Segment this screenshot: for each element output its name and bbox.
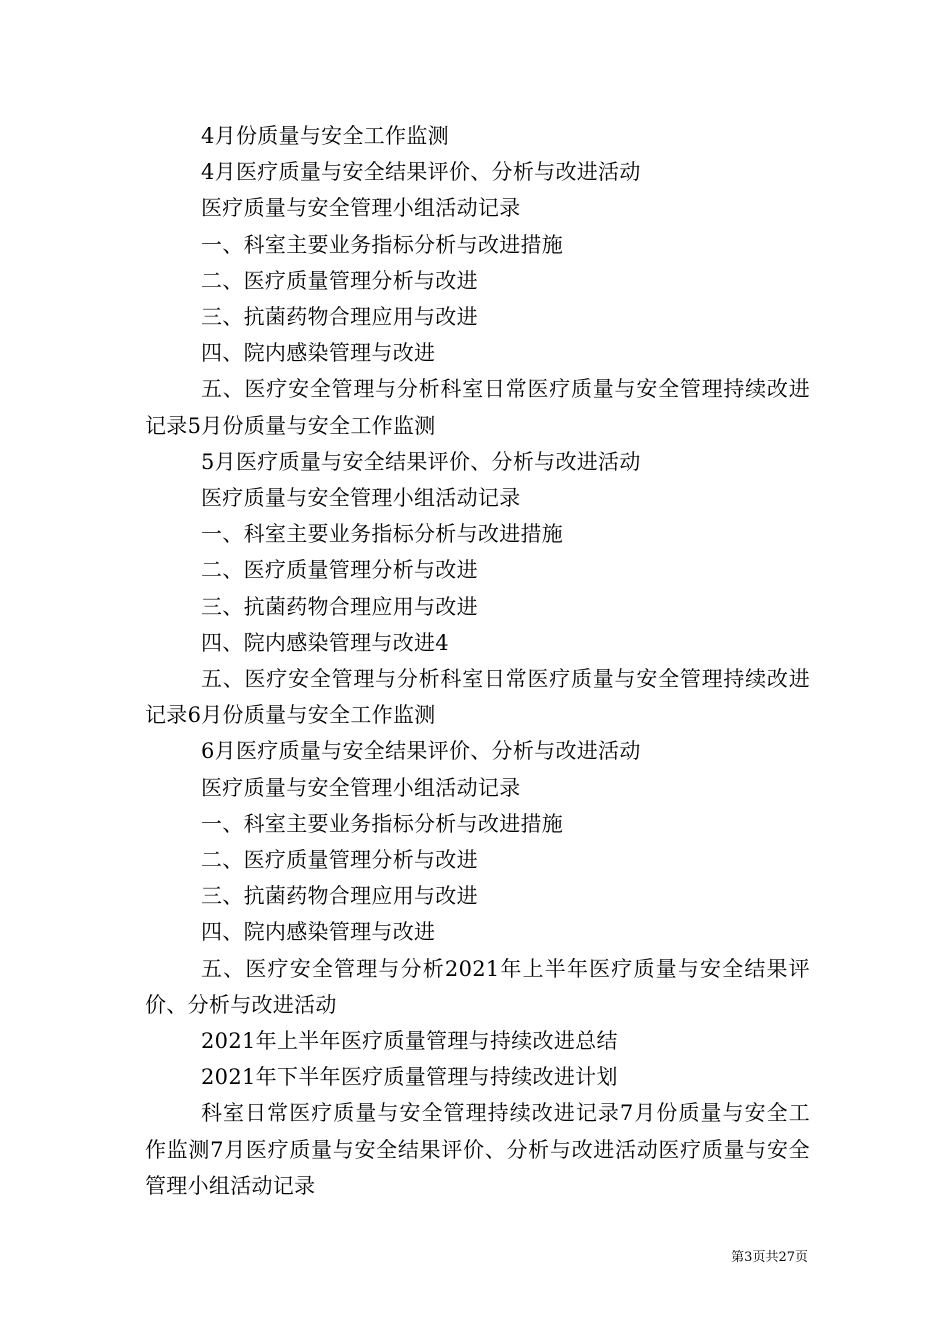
paragraph: 五、医疗安全管理与分析科室日常医疗质量与安全管理持续改进记录6月份质量与安全工作监测: [145, 667, 810, 728]
paragraph: 一、科室主要业务指标分析与改进措施: [201, 811, 564, 836]
paragraph: 四、院内感染管理与改进4: [201, 630, 449, 655]
paragraph: 一、科室主要业务指标分析与改进措施: [201, 522, 564, 547]
paragraph: 4月份质量与安全工作监测: [201, 124, 449, 148]
paragraph: 医疗质量与安全管理小组活动记录: [201, 486, 521, 511]
paragraph: 三、抗菌药物合理应用与改进: [201, 594, 478, 619]
paragraph: 二、医疗质量管理分析与改进: [201, 848, 478, 873]
paragraph: 四、院内感染管理与改进: [201, 341, 436, 366]
paragraph: 2021年下半年医疗质量管理与持续改进计划: [201, 1065, 618, 1090]
page-number-footer: 第3页共27页: [731, 1250, 808, 1265]
paragraph: 2021年上半年医疗质量管理与持续改进总结: [201, 1029, 618, 1054]
paragraph: 三、抗菌药物合理应用与改进: [201, 305, 478, 330]
paragraph: 二、医疗质量管理分析与改进: [201, 558, 478, 583]
paragraph: 医疗质量与安全管理小组活动记录: [201, 196, 521, 221]
paragraph: 一、科室主要业务指标分析与改进措施: [201, 232, 564, 257]
paragraph: 科室日常医疗质量与安全管理持续改进记录7月份质量与安全工作监测7月医疗质量与安全结果评价、分析与改进活动医疗质量与安全管理小组活动记录: [145, 1101, 810, 1198]
paragraph: 医疗质量与安全管理小组活动记录: [201, 775, 521, 800]
paragraph: 四、院内感染管理与改进: [201, 920, 436, 945]
paragraph: 五、医疗安全管理与分析2021年上半年医疗质量与安全结果评价、分析与改进活动: [145, 956, 810, 1017]
paragraph: 4月医疗质量与安全结果评价、分析与改进活动: [201, 160, 641, 185]
paragraph: 6月医疗质量与安全结果评价、分析与改进活动: [201, 739, 641, 764]
document-body: [145, 118, 810, 1204]
paragraph: 三、抗菌药物合理应用与改进: [201, 884, 478, 909]
paragraph: 五、医疗安全管理与分析科室日常医疗质量与安全管理持续改进记录5月份质量与安全工作监测: [145, 377, 810, 438]
paragraph: 二、医疗质量管理分析与改进: [201, 268, 478, 293]
paragraph: 5月医疗质量与安全结果评价、分析与改进活动: [201, 449, 641, 474]
